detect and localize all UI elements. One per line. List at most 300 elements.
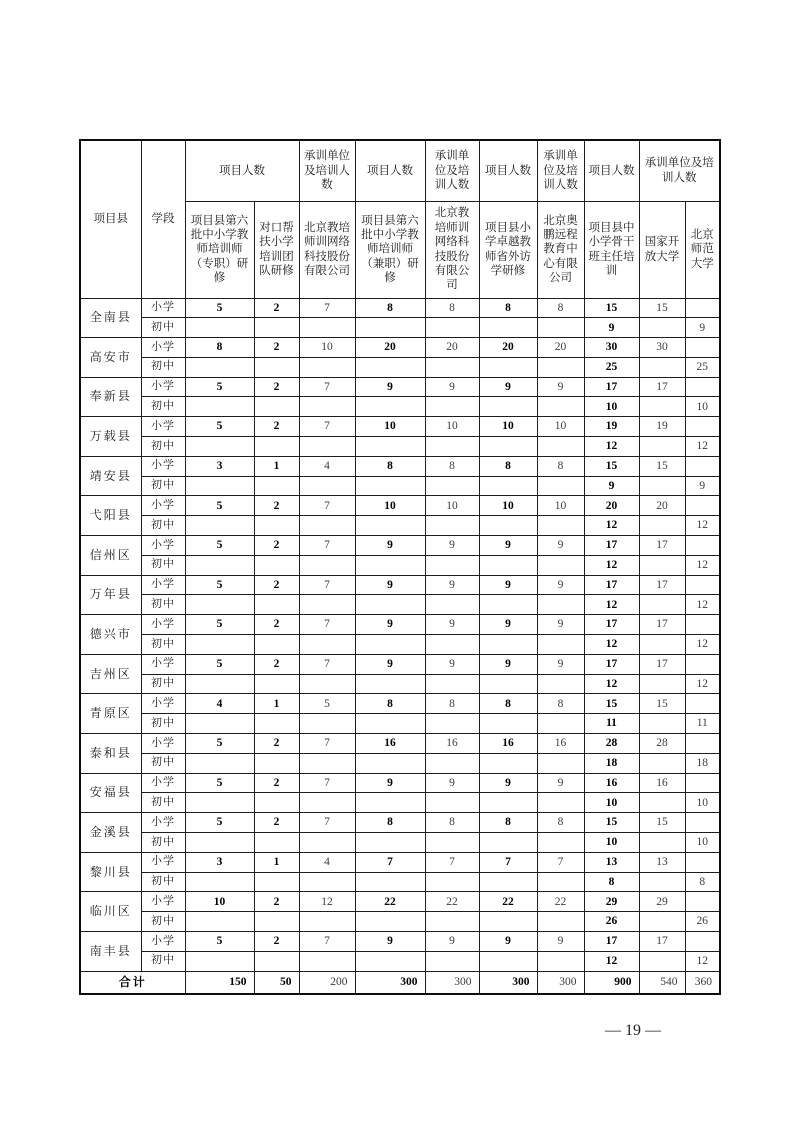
table-row (80, 417, 720, 437)
county-cell: 青原区 (80, 694, 141, 734)
value-cell (537, 476, 584, 496)
value-cell (685, 298, 720, 318)
value-cell: 15 (584, 813, 639, 833)
value-cell: 15 (639, 694, 685, 714)
teacher-training-allocation-table (79, 139, 721, 995)
subheader-10: 北京师范大学 (685, 201, 720, 298)
value-cell: 9 (479, 654, 537, 674)
value-cell: 13 (639, 852, 685, 872)
value-cell (479, 437, 537, 457)
value-cell: 7 (479, 852, 537, 872)
header-county: 项目县 (80, 140, 141, 298)
table-row (80, 773, 720, 793)
value-cell (639, 476, 685, 496)
value-cell (479, 674, 537, 694)
value-cell (185, 476, 254, 496)
value-cell (299, 476, 355, 496)
value-cell: 7 (299, 932, 355, 952)
value-cell: 10 (537, 496, 584, 516)
group-header-training-unit-1: 承训单位及培训人数 (299, 140, 355, 201)
value-cell: 20 (639, 496, 685, 516)
value-cell (639, 674, 685, 694)
table-row (80, 793, 720, 813)
value-cell (685, 654, 720, 674)
value-cell (254, 674, 299, 694)
value-cell (355, 872, 425, 892)
subheader-3: 北京教培师训网络科技股份有限公司 (299, 201, 355, 298)
stage-cell: 初中 (141, 318, 185, 338)
value-cell: 10 (685, 833, 720, 853)
stage-cell: 小学 (141, 813, 185, 833)
value-cell: 10 (537, 417, 584, 437)
value-cell (639, 318, 685, 338)
value-cell: 12 (685, 516, 720, 536)
value-cell: 17 (639, 615, 685, 635)
county-cell: 金溪县 (80, 813, 141, 853)
stage-cell: 小学 (141, 496, 185, 516)
value-cell (299, 555, 355, 575)
value-cell (537, 793, 584, 813)
subheader-9: 国家开放大学 (639, 201, 685, 298)
value-cell (639, 872, 685, 892)
value-cell (185, 516, 254, 536)
value-cell (299, 872, 355, 892)
table-row (80, 575, 720, 595)
value-cell: 9 (479, 773, 537, 793)
stage-cell: 初中 (141, 635, 185, 655)
county-cell: 高安市 (80, 338, 141, 378)
value-cell: 9 (355, 932, 425, 952)
stage-cell: 初中 (141, 555, 185, 575)
value-cell: 9 (425, 377, 479, 397)
value-cell (254, 476, 299, 496)
value-cell (299, 437, 355, 457)
value-cell: 2 (254, 654, 299, 674)
value-cell: 16 (639, 773, 685, 793)
stage-cell: 初中 (141, 753, 185, 773)
table-row (80, 872, 720, 892)
value-cell: 360 (685, 971, 720, 994)
value-cell (685, 456, 720, 476)
value-cell (639, 516, 685, 536)
value-cell (254, 833, 299, 853)
stage-cell: 小学 (141, 536, 185, 556)
value-cell (254, 595, 299, 615)
value-cell: 12 (299, 892, 355, 912)
value-cell (537, 635, 584, 655)
value-cell: 300 (355, 971, 425, 994)
county-cell: 安福县 (80, 773, 141, 813)
value-cell: 8 (479, 456, 537, 476)
value-cell: 9 (537, 773, 584, 793)
value-cell: 8 (355, 298, 425, 318)
table-row (80, 714, 720, 734)
value-cell: 1 (254, 852, 299, 872)
value-cell: 10 (584, 397, 639, 417)
value-cell (355, 437, 425, 457)
value-cell (639, 437, 685, 457)
value-cell (537, 753, 584, 773)
value-cell (537, 833, 584, 853)
value-cell: 10 (685, 793, 720, 813)
value-cell: 9 (584, 476, 639, 496)
table-row (80, 377, 720, 397)
value-cell: 5 (185, 773, 254, 793)
total-label: 合计 (80, 971, 185, 994)
county-cell: 奉新县 (80, 377, 141, 417)
value-cell: 1 (254, 456, 299, 476)
table-row (80, 615, 720, 635)
stage-cell: 小学 (141, 852, 185, 872)
value-cell: 12 (584, 437, 639, 457)
table-row (80, 595, 720, 615)
value-cell: 2 (254, 892, 299, 912)
value-cell: 7 (299, 496, 355, 516)
value-cell (425, 912, 479, 932)
value-cell: 22 (425, 892, 479, 912)
value-cell: 9 (479, 377, 537, 397)
value-cell: 7 (299, 298, 355, 318)
value-cell: 28 (639, 734, 685, 754)
value-cell: 2 (254, 773, 299, 793)
value-cell: 2 (254, 536, 299, 556)
stage-cell: 小学 (141, 734, 185, 754)
value-cell: 7 (299, 654, 355, 674)
value-cell: 9 (685, 476, 720, 496)
value-cell: 12 (685, 674, 720, 694)
subheader-1: 项目县第六批中小学教师培训师（专职）研修 (185, 201, 254, 298)
value-cell (254, 516, 299, 536)
value-cell (685, 734, 720, 754)
value-cell (639, 397, 685, 417)
value-cell (537, 674, 584, 694)
value-cell: 9 (355, 615, 425, 635)
value-cell (254, 714, 299, 734)
value-cell (639, 912, 685, 932)
value-cell (355, 674, 425, 694)
value-cell: 22 (355, 892, 425, 912)
value-cell: 10 (479, 417, 537, 437)
stage-cell: 小学 (141, 417, 185, 437)
value-cell: 18 (584, 753, 639, 773)
value-cell: 2 (254, 734, 299, 754)
value-cell (185, 753, 254, 773)
value-cell (537, 912, 584, 932)
subheader-2: 对口帮扶小学培训团队研修 (254, 201, 299, 298)
value-cell: 7 (299, 417, 355, 437)
county-cell: 万年县 (80, 575, 141, 615)
value-cell: 9 (355, 575, 425, 595)
table-row (80, 833, 720, 853)
value-cell: 25 (685, 357, 720, 377)
value-cell: 9 (479, 615, 537, 635)
value-cell (425, 437, 479, 457)
stage-cell: 小学 (141, 456, 185, 476)
county-cell: 万载县 (80, 417, 141, 457)
subheader-4: 项目县第六批中小学教师培训师（兼职）研修 (355, 201, 425, 298)
value-cell (537, 516, 584, 536)
value-cell (479, 714, 537, 734)
value-cell (355, 753, 425, 773)
stage-cell: 小学 (141, 932, 185, 952)
value-cell: 1 (254, 694, 299, 714)
value-cell (185, 912, 254, 932)
stage-cell: 小学 (141, 575, 185, 595)
value-cell: 9 (537, 575, 584, 595)
value-cell (355, 555, 425, 575)
value-cell: 8 (479, 298, 537, 318)
value-cell (425, 714, 479, 734)
value-cell: 9 (584, 318, 639, 338)
stage-cell: 小学 (141, 377, 185, 397)
value-cell: 15 (584, 456, 639, 476)
value-cell (299, 951, 355, 971)
value-cell (479, 595, 537, 615)
value-cell (685, 694, 720, 714)
stage-cell: 初中 (141, 595, 185, 615)
value-cell: 16 (425, 734, 479, 754)
county-cell: 泰和县 (80, 734, 141, 774)
value-cell: 2 (254, 377, 299, 397)
value-cell: 8 (355, 456, 425, 476)
value-cell: 30 (584, 338, 639, 358)
value-cell: 15 (639, 813, 685, 833)
value-cell: 10 (185, 892, 254, 912)
value-cell: 7 (299, 377, 355, 397)
value-cell: 8 (537, 813, 584, 833)
value-cell (299, 635, 355, 655)
stage-cell: 初中 (141, 516, 185, 536)
value-cell: 29 (584, 892, 639, 912)
value-cell: 12 (685, 437, 720, 457)
value-cell (185, 951, 254, 971)
stage-cell: 小学 (141, 615, 185, 635)
value-cell: 8 (584, 872, 639, 892)
stage-cell: 小学 (141, 892, 185, 912)
value-cell: 9 (425, 932, 479, 952)
county-cell: 弋阳县 (80, 496, 141, 536)
group-header-project-count-2: 项目人数 (355, 140, 425, 201)
value-cell: 12 (584, 555, 639, 575)
value-cell: 7 (299, 575, 355, 595)
value-cell: 12 (584, 951, 639, 971)
table-row (80, 635, 720, 655)
value-cell: 19 (639, 417, 685, 437)
value-cell: 25 (584, 357, 639, 377)
county-cell: 德兴市 (80, 615, 141, 655)
value-cell (185, 635, 254, 655)
value-cell: 2 (254, 298, 299, 318)
value-cell: 17 (584, 536, 639, 556)
value-cell: 8 (355, 694, 425, 714)
value-cell (425, 635, 479, 655)
value-cell: 10 (685, 397, 720, 417)
value-cell: 30 (639, 338, 685, 358)
value-cell (425, 595, 479, 615)
value-cell: 9 (537, 536, 584, 556)
value-cell (479, 793, 537, 813)
value-cell: 2 (254, 338, 299, 358)
value-cell: 300 (479, 971, 537, 994)
value-cell: 150 (185, 971, 254, 994)
value-cell: 22 (537, 892, 584, 912)
value-cell: 5 (185, 734, 254, 754)
value-cell: 5 (185, 417, 254, 437)
value-cell: 3 (185, 852, 254, 872)
value-cell (355, 951, 425, 971)
table-row (80, 813, 720, 833)
value-cell (425, 674, 479, 694)
value-cell: 10 (425, 496, 479, 516)
value-cell: 19 (584, 417, 639, 437)
value-cell: 20 (355, 338, 425, 358)
value-cell (479, 516, 537, 536)
value-cell (425, 397, 479, 417)
stage-cell: 初中 (141, 674, 185, 694)
stage-cell: 小学 (141, 773, 185, 793)
value-cell: 8 (355, 813, 425, 833)
value-cell (685, 813, 720, 833)
value-cell: 10 (299, 338, 355, 358)
value-cell: 10 (355, 417, 425, 437)
value-cell (479, 476, 537, 496)
value-cell (254, 357, 299, 377)
value-cell (639, 595, 685, 615)
value-cell: 12 (685, 635, 720, 655)
value-cell (355, 318, 425, 338)
stage-cell: 小学 (141, 298, 185, 318)
value-cell (254, 872, 299, 892)
table-row (80, 298, 720, 318)
value-cell (425, 833, 479, 853)
value-cell: 17 (584, 932, 639, 952)
value-cell: 17 (584, 654, 639, 674)
county-cell: 吉州区 (80, 654, 141, 694)
value-cell (299, 357, 355, 377)
value-cell (355, 516, 425, 536)
value-cell: 5 (299, 694, 355, 714)
subheader-7: 北京奥鹏远程教育中心有限公司 (537, 201, 584, 298)
stage-cell: 小学 (141, 338, 185, 358)
value-cell (355, 635, 425, 655)
value-cell: 5 (185, 813, 254, 833)
value-cell (185, 318, 254, 338)
value-cell: 540 (639, 971, 685, 994)
value-cell: 9 (685, 318, 720, 338)
value-cell: 15 (639, 298, 685, 318)
value-cell: 12 (685, 555, 720, 575)
value-cell: 26 (685, 912, 720, 932)
value-cell: 8 (425, 694, 479, 714)
table-row (80, 476, 720, 496)
value-cell (537, 595, 584, 615)
value-cell: 8 (425, 298, 479, 318)
value-cell (685, 773, 720, 793)
value-cell (685, 536, 720, 556)
value-cell: 16 (537, 734, 584, 754)
value-cell: 16 (584, 773, 639, 793)
value-cell: 20 (479, 338, 537, 358)
value-cell: 12 (584, 674, 639, 694)
value-cell: 50 (254, 971, 299, 994)
value-cell: 9 (479, 932, 537, 952)
value-cell: 9 (479, 575, 537, 595)
value-cell (254, 318, 299, 338)
value-cell: 11 (685, 714, 720, 734)
value-cell (299, 674, 355, 694)
value-cell: 15 (639, 456, 685, 476)
value-cell: 20 (584, 496, 639, 516)
group-header-project-count-1: 项目人数 (185, 140, 299, 201)
value-cell (479, 555, 537, 575)
table-row (80, 694, 720, 714)
table-row (80, 753, 720, 773)
value-cell: 5 (185, 536, 254, 556)
value-cell: 8 (425, 456, 479, 476)
stage-cell: 初中 (141, 951, 185, 971)
value-cell (685, 892, 720, 912)
value-cell: 17 (584, 615, 639, 635)
value-cell: 9 (537, 615, 584, 635)
value-cell (685, 932, 720, 952)
value-cell (355, 833, 425, 853)
value-cell: 22 (479, 892, 537, 912)
value-cell (355, 714, 425, 734)
value-cell (537, 555, 584, 575)
value-cell (685, 338, 720, 358)
value-cell (685, 852, 720, 872)
value-cell (425, 318, 479, 338)
stage-cell: 小学 (141, 694, 185, 714)
subheader-6: 项目县小学卓越教师省外访学研修 (479, 201, 537, 298)
stage-cell: 初中 (141, 476, 185, 496)
value-cell: 5 (185, 932, 254, 952)
value-cell (299, 595, 355, 615)
value-cell: 7 (537, 852, 584, 872)
value-cell (185, 555, 254, 575)
table-row (80, 536, 720, 556)
value-cell: 2 (254, 813, 299, 833)
value-cell: 7 (299, 615, 355, 635)
value-cell (685, 377, 720, 397)
county-cell: 全南县 (80, 298, 141, 338)
value-cell (254, 912, 299, 932)
table-row (80, 456, 720, 476)
value-cell (254, 793, 299, 813)
value-cell: 9 (425, 575, 479, 595)
value-cell: 9 (355, 773, 425, 793)
value-cell: 29 (639, 892, 685, 912)
value-cell (537, 318, 584, 338)
value-cell (185, 872, 254, 892)
value-cell (254, 753, 299, 773)
value-cell (479, 872, 537, 892)
table-row (80, 357, 720, 377)
value-cell (299, 397, 355, 417)
value-cell: 8 (537, 456, 584, 476)
value-cell: 9 (355, 377, 425, 397)
value-cell (299, 318, 355, 338)
value-cell: 9 (479, 536, 537, 556)
value-cell (537, 714, 584, 734)
value-cell: 8 (537, 298, 584, 318)
value-cell (425, 476, 479, 496)
value-cell: 4 (299, 456, 355, 476)
table-row (80, 734, 720, 754)
table-row (80, 338, 720, 358)
value-cell: 8 (479, 813, 537, 833)
county-cell: 靖安县 (80, 456, 141, 496)
